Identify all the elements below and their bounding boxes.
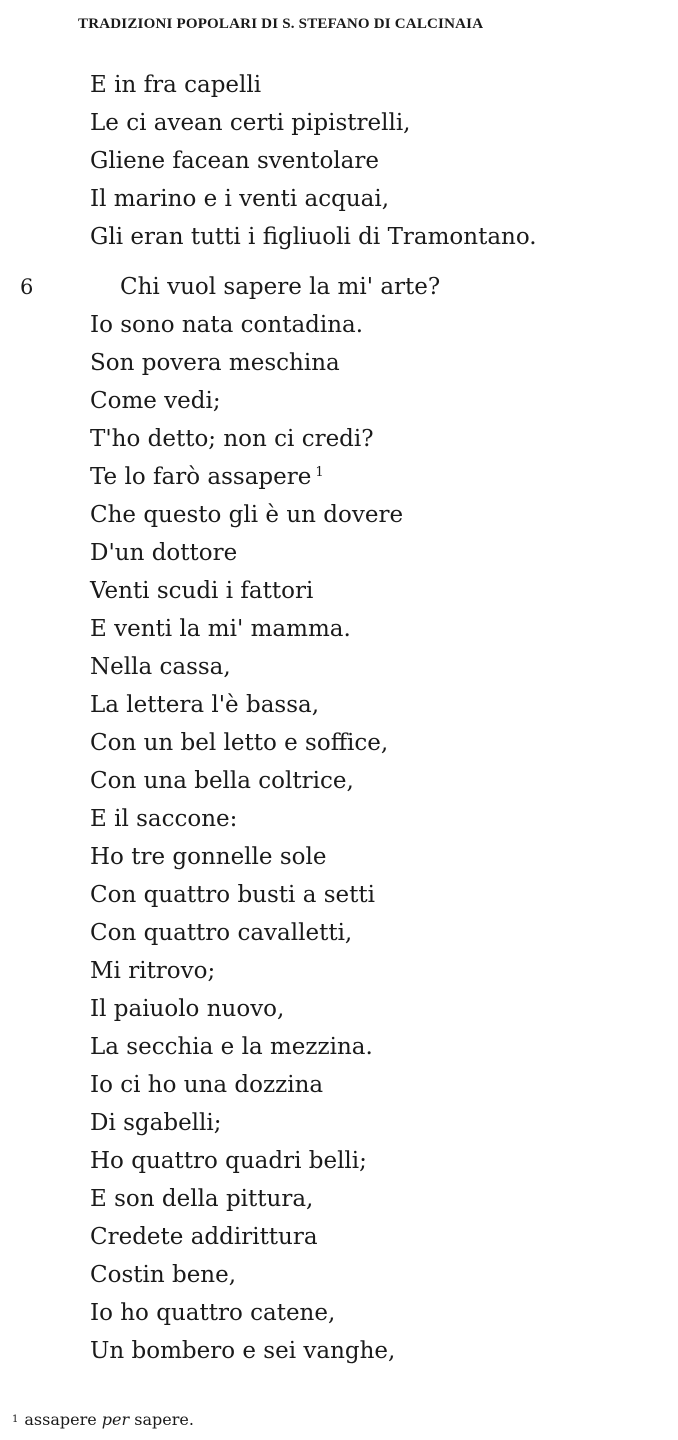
footnote-connector: per (101, 1410, 130, 1429)
verse-line: T'ho detto; non ci credi? (90, 426, 374, 452)
verse-line: Venti scudi i fattori (90, 578, 314, 604)
verse-line: Un bombero e sei vanghe, (90, 1338, 396, 1364)
verse-line: Io sono nata contadina. (90, 312, 364, 338)
verse-line-text: Te lo farò assapere (90, 464, 312, 490)
verse-line: D'un dottore (90, 540, 238, 566)
verse-line: Io ci ho una dozzina (90, 1072, 324, 1098)
verse-line: La lettera l'è bassa, (90, 692, 320, 718)
verse-line: La secchia e la mezzina. (90, 1034, 373, 1060)
verse-line: Come vedi; (90, 388, 221, 414)
footnote-term: assapere (24, 1410, 97, 1429)
footnote (12, 1411, 194, 1429)
verse-line: E venti la mi' mamma. (90, 616, 351, 642)
verse-line: E son della pittura, (90, 1186, 314, 1212)
verse-line: Il paiuolo nuovo, (90, 996, 285, 1022)
verse-line: Con una bella coltrice, (90, 768, 354, 794)
verse-line: Chi vuol sapere la mi' arte? (120, 274, 441, 300)
verse-line: Gliene facean sventolare (90, 148, 379, 174)
verse-line: Gli eran tutti i figliuoli di Tramontano. (90, 224, 537, 250)
footnote-marker: 1 (12, 1414, 19, 1425)
verse-line: Ho quattro quadri belli; (90, 1148, 367, 1174)
running-header: TRADIZIONI POPOLARI DI S. STEFANO DI CALCINAIA (78, 16, 484, 32)
verse-line: Le ci avean certi pipistrelli, (90, 110, 411, 136)
verse-line: Il marino e i venti acquai, (90, 186, 390, 212)
footnote-reference: 1 (315, 465, 324, 480)
verse-line: Credete addirittura (90, 1224, 318, 1250)
verse-line: Con quattro busti a setti (90, 882, 375, 908)
verse-line: E il saccone: (90, 806, 238, 832)
verse-line: Son povera meschina (90, 350, 340, 376)
verse-line: Di sgabelli; (90, 1110, 222, 1136)
verse-line: Mi ritrovo; (90, 958, 216, 984)
verse-line: Costin bene, (90, 1262, 237, 1288)
verse-line (90, 464, 324, 490)
verse-line: Nella cassa, (90, 654, 231, 680)
verse-line: Io ho quattro catene, (90, 1300, 336, 1326)
verse-line: Che questo gli è un dovere (90, 502, 404, 528)
stanza-number: 6 (20, 275, 34, 299)
verse-line: Con un bel letto e soffice, (90, 730, 389, 756)
footnote-gloss: sapere. (134, 1410, 194, 1429)
verse-line: Con quattro cavalletti, (90, 920, 353, 946)
verse-line: E in fra capelli (90, 72, 262, 98)
verse-line: Ho tre gonnelle sole (90, 844, 327, 870)
